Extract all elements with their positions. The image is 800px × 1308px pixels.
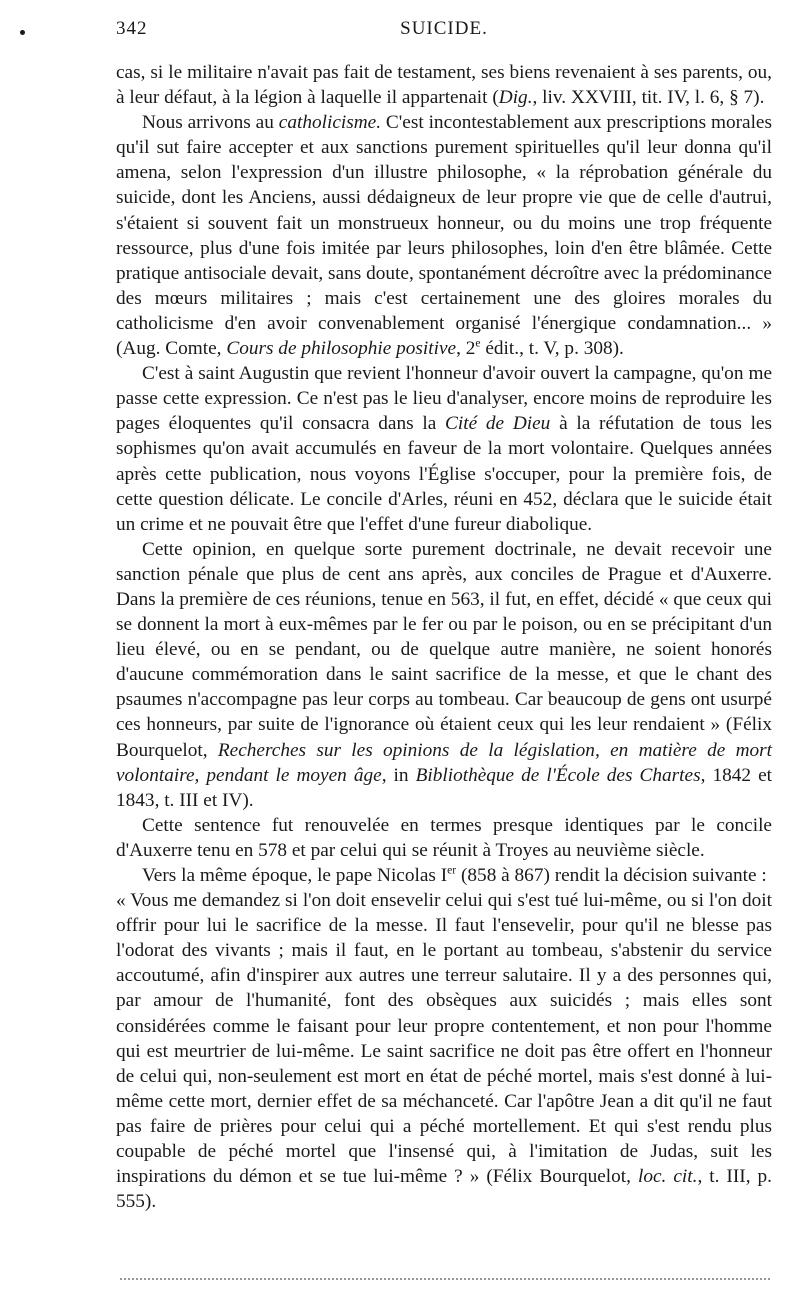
paragraph [116, 537, 772, 813]
text-run: , 1842 et 1843, t. III et IV). [116, 764, 772, 811]
italic-text: Cours de philosophie positive [226, 338, 457, 360]
text-run: , in [381, 764, 416, 786]
text-run: , t. III, p. 555). [116, 1166, 772, 1213]
italic-text: Bibliothèque de l'École des Chartes [415, 764, 701, 786]
text-run: Cette opinion, en quelque sorte purement doctrinale, ne devait recevoir une sanction pénale que plus de cent ans après, aux conciles de Prague et d'Auxerre. Dans la première de ces réunions, tenue en 563, il fut, en effet, décidé « que ceux qui se donnent la mort à eux-mêmes par le fer ou par le poison, ou en se précipitant d'un lieu élevé, ou en se pendant, ou de quelque autre manière, ne soient honorés d'aucune commémoration dans le saint sacrifice de la messe, et que le chant des psaumes n'accompagne pas leur corps au tombeau. Car beaucoup de gens ont usurpé ces honneurs, par suite de l'ignorance où étaient ceux qui les leur rendaient » (Félix Bourquelot, [116, 538, 772, 761]
body-text [116, 60, 772, 1214]
text-run: , 2 [456, 338, 476, 360]
superscript: er [447, 863, 457, 877]
paragraph [116, 888, 772, 1214]
text-run: , liv. XXVIII, tit. IV, l. 6, § 7). [532, 87, 765, 109]
text-run: Cette sentence fut renouvelée en termes presque identiques par le concile d'Auxerre tenu en 578 et par celui qui se réunit à Troyes au neuvième siècle. [116, 814, 772, 861]
paragraph [116, 813, 772, 863]
text-run: Vers la même époque, le pape Nicolas I [142, 865, 448, 886]
paragraph [116, 361, 772, 537]
page-number: 342 [116, 18, 148, 39]
italic-text: Recherches sur les opinions de la législation, en matière de mort volontaire, pendant le moyen âge [116, 739, 772, 786]
page-header [116, 18, 772, 46]
text-run: « Vous me demandez si l'on doit ensevelir celui qui s'est tué lui-même, ou si l'on doit offrir pour lui le sacrifice de la messe. Il faut l'ensevelir, pour qu'il ne blesse pas l'odorat des vivants ; mais il faut, en le portant au tombeau, s'abstenir du service accoutumé, afin d'inspirer aux autres une terreur salutaire. Il y a des personnes qui, par amour de l'humanité, font des obsèques aux suicidés ; mais elles sont considérées comme le faisant pour leur propre contentement, et non pour l'homme qui est meurtrier de lui-même. Le saint sacrifice ne doit pas être offert en l'honneur de celui qui, non-seulement est mort en état de péché mortel, mais s'est donné à lui-même cette mort, dernier effet de sa méchanceté. Car l'apôtre Jean a dit qu'il ne faut pas faire de prières pour celui qui a péché mortellement. Et qui s'est rendu plus coupable de péché mortel que l'insensé qui, à l'imitation de Judas, suit les inspirations du démon et se tue lui-même ? » (Félix Bourquelot, [116, 890, 772, 1188]
paragraph [116, 60, 772, 110]
margin-mark [20, 30, 25, 35]
italic-text: Dig. [498, 87, 533, 109]
text-run: Nous arrivons au [142, 112, 279, 134]
text-run: cas, si le militaire n'avait pas fait de testament, ses biens revenaient à ses parents, ou, à leur défaut, à la légion à laquelle il appartenait ( [116, 62, 772, 109]
text-run: à la réfutation de tous les sophismes qu'on avait accumulés en faveur de la mort volontaire. Quelques années après cette publication, nous voyons l'Église s'occuper, pour la première fois, de cette question délicate. Le concile d'Arles, réuni en 452, déclara que le suicide était un crime et ne pouvait être que l'effet d'une fureur diabolique. [116, 413, 772, 535]
italic-text: loc. cit. [637, 1166, 698, 1188]
superscript: e [475, 336, 481, 350]
paragraph [116, 863, 772, 888]
paragraph [116, 110, 772, 361]
italic-text: Cité de Dieu [445, 413, 551, 435]
text-run: édit., t. V, p. 308). [480, 338, 624, 360]
text-run: C'est à saint Augustin que revient l'honneur d'avoir ouvert la campagne, qu'on me passe cette expression. Ce n'est pas le lieu d'analyser, encore moins de reproduire les pages éloquentes qu'il consacra dans la [116, 363, 772, 435]
text-run: (858 à 867) rendit la décision suivante : [456, 865, 767, 886]
running-title: SUICIDE. [400, 18, 488, 39]
footer-rule [120, 1278, 770, 1280]
text-run: C'est incontestablement aux prescriptions morales qu'il sut faire accepter et aux sanctions purement spirituelles qu'il leur donna qu'il amena, selon l'expression d'un illustre philosophe, « la réprobation générale du suicide, dont les Anciens, aussi dédaigneux de leur propre vie que de celle d'autrui, s'étaient si souvent fait un monstrueux honneur, ou du moins une trop fréquente ressource, plus d'une fois imitée par leurs philosophes, loin d'en être blâmée. Cette pratique antisociale devait, sans doute, spontanément décroître avec la prédominance des mœurs militaires ; mais c'est certainement une des gloires morales du catholicisme d'en avoir convenablement organisé l'énergique condamnation... » (Aug. Comte, [116, 112, 772, 360]
italic-text: catholicisme. [278, 112, 382, 134]
